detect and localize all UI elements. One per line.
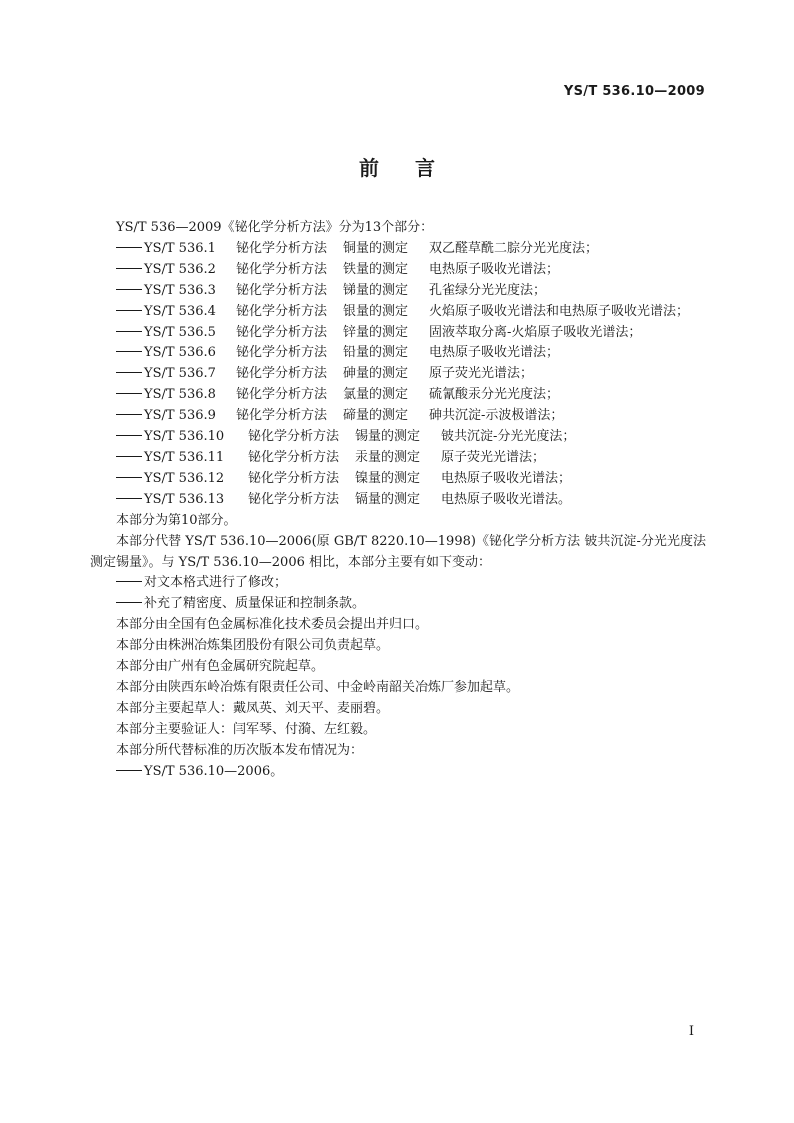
dash-mark — [116, 594, 144, 615]
part-code: YS/T 536.11 — [144, 449, 225, 465]
dash-mark — [116, 406, 144, 427]
parts-list — [90, 239, 706, 511]
list-item — [90, 406, 706, 427]
part-code: YS/T 536.13 — [144, 491, 225, 507]
page-number: I — [688, 1024, 694, 1039]
body-paragraph: 本部分主要验证人：闫军琴、付漪、左红毅。 — [116, 721, 377, 737]
body-paragraph: 本部分由广州有色金属研究院起草。 — [116, 659, 325, 675]
dash-mark — [116, 427, 144, 448]
dash-mark — [116, 448, 144, 469]
part-code: YS/T 536.4 — [144, 303, 216, 319]
part-category: 铋化学分析方法 — [236, 261, 328, 277]
part-measure: 铅量的测定 — [343, 345, 409, 361]
list-item — [90, 448, 706, 469]
dash-mark — [116, 302, 144, 323]
part-measure: 锡量的测定 — [355, 429, 421, 445]
list-item — [90, 302, 706, 323]
part-code: YS/T 536.6 — [144, 345, 216, 361]
change-text: 对文本格式进行了修改； — [144, 575, 288, 591]
part-measure: 镍量的测定 — [355, 470, 421, 486]
dash-mark — [116, 573, 144, 594]
replaces-paragraph: 本部分代替 YS/T 536.10—2006(原 GB/T 8220.10—1998)《铋化学分析方法 铍共沉淀-分光光度法测定锡量》。与 YS/T 536.10—2006 相比，本部分主要有如下变动： — [90, 533, 706, 570]
part-code: YS/T 536.12 — [144, 470, 225, 486]
dash-mark — [116, 323, 144, 344]
part-category: 铋化学分析方法 — [248, 449, 340, 465]
foreword-body — [90, 218, 706, 782]
dash-mark — [116, 490, 144, 511]
part-measure: 氯量的测定 — [343, 387, 409, 403]
body-paragraph: 本部分由全国有色金属标准化技术委员会提出并归口。 — [116, 617, 429, 633]
part-code: YS/T 536.3 — [144, 282, 216, 298]
body-paragraph: 本部分所代替标准的历次版本发布情况为： — [116, 742, 364, 758]
part-code: YS/T 536.8 — [144, 387, 216, 403]
list-item — [90, 260, 706, 281]
part-category: 铋化学分析方法 — [236, 345, 328, 361]
history-list — [90, 762, 706, 783]
part-method: 硫氰酸汞分光光度法； — [429, 387, 560, 403]
dash-mark — [116, 762, 144, 783]
part-method: 电热原子吸收光谱法。 — [441, 491, 572, 507]
body-paragraph: 本部分主要起草人：戴凤英、刘天平、麦丽碧。 — [116, 700, 390, 716]
list-item — [90, 469, 706, 490]
list-item — [90, 343, 706, 364]
part-measure: 镉量的测定 — [355, 491, 421, 507]
part-method: 原子荧光光谱法； — [429, 366, 534, 382]
part-method: 原子荧光光谱法； — [441, 449, 546, 465]
list-item — [90, 364, 706, 385]
part-measure: 银量的测定 — [343, 303, 409, 319]
part-category: 铋化学分析方法 — [248, 470, 340, 486]
part-measure: 铁量的测定 — [343, 261, 409, 277]
part-measure: 锌量的测定 — [343, 324, 409, 340]
part-code: YS/T 536.10 — [144, 429, 225, 445]
list-item — [90, 490, 706, 511]
intro-paragraph: YS/T 536—2009《铋化学分析方法》分为13个部分： — [116, 220, 434, 235]
part-code: YS/T 536.5 — [144, 324, 216, 340]
part-category: 铋化学分析方法 — [236, 240, 328, 256]
standard-code: YS/T 536.10—2009 — [563, 84, 705, 99]
paragraphs-list — [90, 615, 706, 761]
part-category: 铋化学分析方法 — [236, 366, 328, 382]
dash-mark — [116, 343, 144, 364]
part-category: 铋化学分析方法 — [236, 324, 328, 340]
part-code: YS/T 536.2 — [144, 261, 216, 277]
part-method: 电热原子吸收光谱法； — [429, 261, 560, 277]
part-measure: 铜量的测定 — [343, 240, 409, 256]
changes-list — [90, 573, 706, 615]
list-item — [90, 385, 706, 406]
part-code: YS/T 536.9 — [144, 408, 216, 424]
part-method: 砷共沉淀-示波极谱法； — [429, 408, 564, 424]
part-method: 电热原子吸收光谱法； — [441, 470, 572, 486]
dash-mark — [116, 281, 144, 302]
part-category: 铋化学分析方法 — [236, 303, 328, 319]
list-item — [90, 594, 706, 615]
part-category: 铋化学分析方法 — [248, 491, 340, 507]
dash-mark — [116, 239, 144, 260]
body-paragraph: 本部分由株洲冶炼集团股份有限公司负责起草。 — [116, 638, 390, 654]
list-item — [90, 427, 706, 448]
part-code: YS/T 536.7 — [144, 366, 216, 382]
list-item — [90, 762, 706, 783]
dash-mark — [116, 364, 144, 385]
part-category: 铋化学分析方法 — [236, 387, 328, 403]
part-method: 孔雀绿分光光度法； — [429, 282, 547, 298]
part-measure: 汞量的测定 — [355, 449, 421, 465]
part-category: 铋化学分析方法 — [236, 282, 328, 298]
part-method: 火焰原子吸收光谱法和电热原子吸收光谱法； — [429, 303, 690, 319]
dash-mark — [116, 260, 144, 281]
page-title: 前言 — [359, 156, 471, 180]
part-method: 固液萃取分离-火焰原子吸收光谱法； — [429, 324, 642, 340]
part-method: 双乙醛草酰二腙分光光度法； — [429, 240, 599, 256]
part-method: 电热原子吸收光谱法； — [429, 345, 560, 361]
part-category: 铋化学分析方法 — [248, 429, 340, 445]
part-code: YS/T 536.1 — [144, 240, 216, 256]
part-measure: 砷量的测定 — [343, 366, 409, 382]
part-method: 铍共沉淀-分光光度法； — [441, 429, 576, 445]
dash-mark — [116, 469, 144, 490]
body-paragraph: 本部分由陕西东岭冶炼有限责任公司、中金岭南韶关冶炼厂参加起草。 — [116, 679, 520, 695]
part-measure: 锑量的测定 — [343, 282, 409, 298]
part-category: 铋化学分析方法 — [236, 408, 328, 424]
history-text: YS/T 536.10—2006。 — [144, 763, 284, 779]
list-item — [90, 323, 706, 344]
list-item — [90, 573, 706, 594]
dash-mark — [116, 385, 144, 406]
this-part-paragraph: 本部分为第10部分。 — [116, 512, 237, 528]
change-text: 补充了精密度、质量保证和控制条款。 — [144, 596, 366, 612]
part-measure: 碲量的测定 — [343, 408, 409, 424]
list-item — [90, 239, 706, 260]
list-item — [90, 281, 706, 302]
